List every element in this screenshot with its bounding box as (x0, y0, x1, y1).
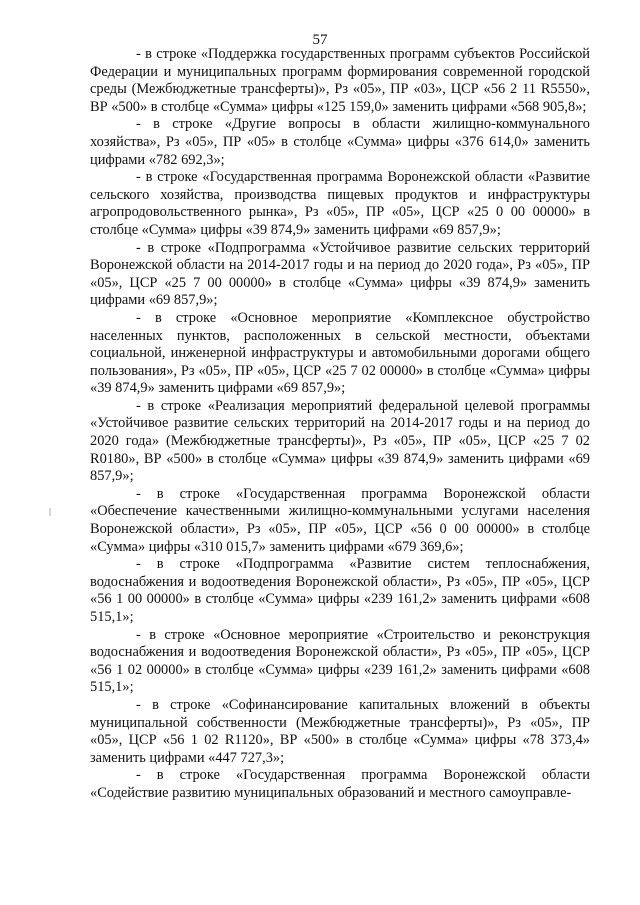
paragraph-amendment: - в строке «Подпрограмма «Развитие систем теплоснабжения, водоснабжения и водоотведения Воронежской области», Рз «05», ПР «05», ЦСР «56 1 00 00000» в столбце «Сумма» цифры «239 161,2» заменить цифрами «608 515,1»; (90, 556, 590, 625)
paragraph-amendment: - в строке «Основное мероприятие «Комплексное обустройство населенных пунктов, расположенных в сельской местности, объектами социальной, инженерной инфраструктуры и автомобильными дорогами общего пользования», Рз «05», ПР «05», ЦСР «25 7 02 00000» в столбце «Сумма» цифры «39 874,9» заменить цифрами «69 857,9»; (90, 309, 590, 397)
paragraph-amendment: - в строке «Основное мероприятие «Строительство и реконструкция водоснабжения и водоотведения Воронежской области», Рз «05», ПР «05», ЦСР «56 1 02 00000» в столбце «Сумма» цифры «239 161,2» заменить цифрами «608 515,1»; (90, 626, 590, 696)
paragraph-amendment: - в строке «Реализация мероприятий федеральной целевой программы «Устойчивое развитие сельских территорий на 2014-2017 годы и на период до 2020 года» (Межбюджетные трансферты)», Рз «05», ПР «05», ЦСР «25 7 02 R0180», ВР «500» в столбце «Сумма» цифры «39 874,9» заменить цифрами «69 857,9»; (90, 397, 590, 485)
paragraph-amendment: - в строке «Поддержка государственных программ субъектов Российской Федерации и муниципальных программ формирования современной городской среды (Межбюджетные трансферты)», Рз «05», ПР «03», ЦСР «56 2 11 R5550», ВР «500» в столбце «Сумма» цифры «125 159,0» заменить цифрами «568 905,8»; (90, 46, 590, 115)
page-number: 57 (312, 32, 328, 48)
scan-artifact (49, 508, 51, 516)
paragraph-amendment: - в строке «Подпрограмма «Устойчивое развитие сельских территорий Воронежской области на 2014-2017 годы и на период до 2020 года», Рз «05», ПР «05», ЦСР «25 7 00 00000» в столбце «Сумма» цифры «39 874,9» заменить цифрами «69 857,9»; (90, 239, 590, 309)
paragraph-amendment: - в строке «Государственная программа Воронежской области «Содействие развитию муниципальных образований и местного самоуправле- (90, 767, 590, 801)
paragraph-amendment: - в строке «Другие вопросы в области жилищно-коммунального хозяйства», Рз «05», ПР «05» в столбце «Сумма» цифры «376 614,0» заменить цифрами «782 692,3»; (90, 116, 590, 168)
paragraph-amendment: - в строке «Государственная программа Воронежской области «Развитие сельского хозяйства, производства пищевых продуктов и инфраструктуры агропродовольственного рынка», Рз «05», ПР «05», ЦСР «25 0 00 00000» в столбце «Сумма» цифры «39 874,9» заменить цифрами «69 857,9»; (90, 169, 590, 238)
paragraph-amendment: - в строке «Государственная программа Воронежской области «Обеспечение качественными жилищно-коммунальными услугами населения Воронежской области», Рз «05», ПР «05», ЦСР «56 0 00 00000» в столбце «Сумма» цифры «310 015,7» заменить цифрами «679 369,6»; (90, 485, 590, 555)
document-body (90, 46, 590, 803)
paragraph-amendment: - в строке «Софинансирование капитальных вложений в объекты муниципальной собственности (Межбюджетные трансферты)», Рз «05», ПР «05», ЦСР «56 1 02 R1120», ВР «500» в столбце «Сумма» цифры «78 373,4» заменить цифрами «447 727,3»; (90, 696, 590, 766)
